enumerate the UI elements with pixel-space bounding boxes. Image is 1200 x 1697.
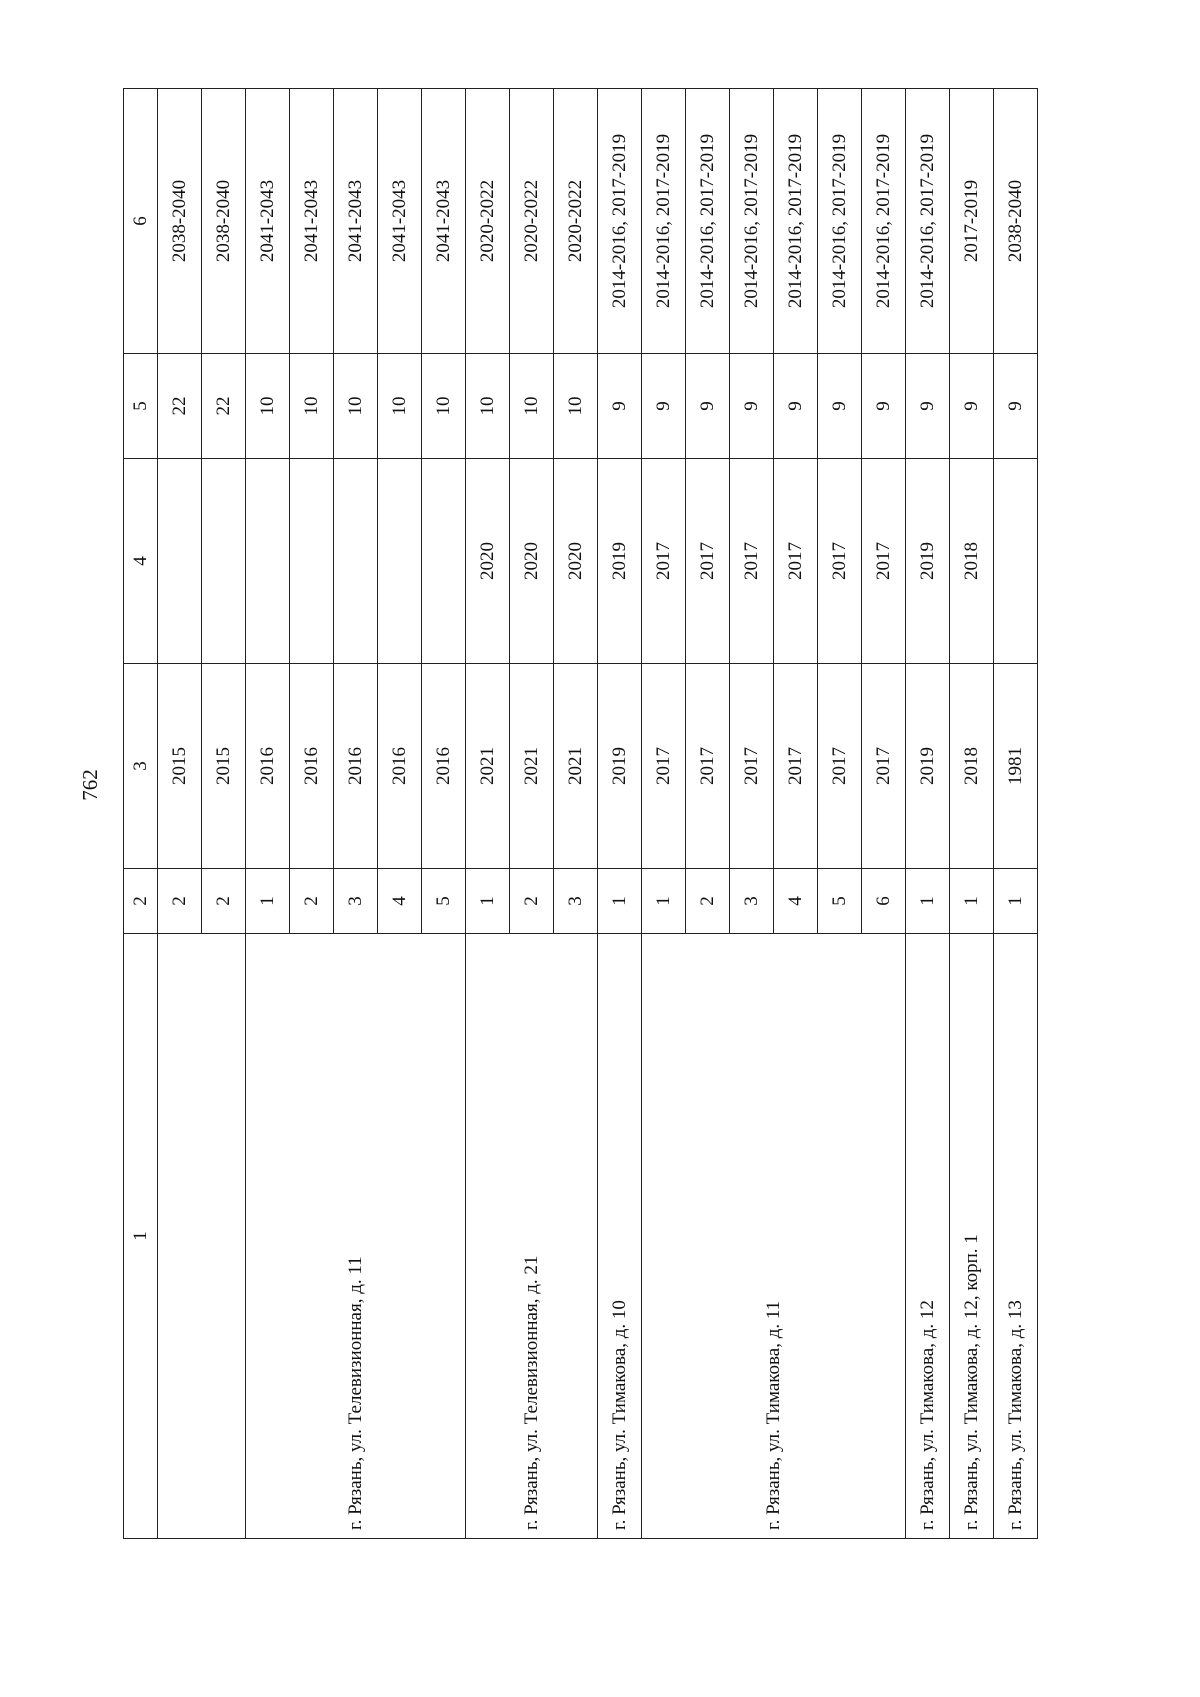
column-header: 3 <box>124 664 158 869</box>
cell-c4: 2018 <box>950 459 994 664</box>
cell-c5: 22 <box>158 354 202 459</box>
cell-c5: 9 <box>818 354 862 459</box>
cell-c5: 10 <box>378 354 422 459</box>
cell-c5: 10 <box>466 354 510 459</box>
table-row <box>598 89 642 1539</box>
address-cell: г. Рязань, ул. Тимакова, д. 10 <box>598 934 642 1539</box>
cell-c6: 2014-2016, 2017-2019 <box>598 89 642 354</box>
cell-c2: 1 <box>642 869 686 934</box>
header-row <box>124 89 158 1539</box>
cell-c2: 1 <box>994 869 1038 934</box>
cell-c4: 2017 <box>642 459 686 664</box>
cell-c6: 2020-2022 <box>510 89 554 354</box>
cell-c5: 10 <box>246 354 290 459</box>
cell-c6: 2014-2016, 2017-2019 <box>686 89 730 354</box>
cell-c3: 2018 <box>950 664 994 869</box>
cell-c3: 2017 <box>686 664 730 869</box>
cell-c4: 2017 <box>686 459 730 664</box>
cell-c5: 9 <box>994 354 1038 459</box>
cell-c2: 2 <box>158 869 202 934</box>
cell-c2: 4 <box>774 869 818 934</box>
cell-c3: 2021 <box>510 664 554 869</box>
table-row <box>246 89 290 1539</box>
cell-c2: 3 <box>554 869 598 934</box>
cell-c5: 10 <box>510 354 554 459</box>
cell-c5: 10 <box>290 354 334 459</box>
cell-c4: 2017 <box>774 459 818 664</box>
table-row <box>158 89 202 1539</box>
cell-c3: 2017 <box>730 664 774 869</box>
table-row <box>906 89 950 1539</box>
cell-c2: 4 <box>378 869 422 934</box>
cell-c6: 2020-2022 <box>466 89 510 354</box>
cell-c3: 2017 <box>818 664 862 869</box>
cell-c6: 2038-2040 <box>202 89 246 354</box>
column-header: 6 <box>124 89 158 354</box>
cell-c6: 2014-2016, 2017-2019 <box>730 89 774 354</box>
cell-c6: 2014-2016, 2017-2019 <box>862 89 906 354</box>
cell-c6: 2041-2043 <box>290 89 334 354</box>
cell-c5: 9 <box>950 354 994 459</box>
address-cell: г. Рязань, ул. Тимакова, д. 13 <box>994 934 1038 1539</box>
cell-c6: 2038-2040 <box>994 89 1038 354</box>
cell-c3: 2017 <box>642 664 686 869</box>
cell-c2: 6 <box>862 869 906 934</box>
table-row <box>466 89 510 1539</box>
cell-c6: 2041-2043 <box>422 89 466 354</box>
cell-c2: 1 <box>466 869 510 934</box>
cell-c3: 2017 <box>862 664 906 869</box>
cell-c4 <box>994 459 1038 664</box>
table-row <box>994 89 1038 1539</box>
cell-c3: 2019 <box>906 664 950 869</box>
cell-c5: 9 <box>730 354 774 459</box>
cell-c2: 1 <box>906 869 950 934</box>
cell-c4: 2020 <box>554 459 598 664</box>
data-table <box>123 88 1038 1539</box>
cell-c4 <box>158 459 202 664</box>
cell-c3: 2016 <box>334 664 378 869</box>
cell-c3: 2016 <box>422 664 466 869</box>
cell-c4: 2017 <box>862 459 906 664</box>
cell-c3: 2015 <box>202 664 246 869</box>
cell-c3: 1981 <box>994 664 1038 869</box>
cell-c6: 2041-2043 <box>378 89 422 354</box>
cell-c5: 9 <box>642 354 686 459</box>
cell-c6: 2014-2016, 2017-2019 <box>642 89 686 354</box>
column-header: 5 <box>124 354 158 459</box>
cell-c4 <box>202 459 246 664</box>
cell-c4 <box>290 459 334 664</box>
cell-c5: 22 <box>202 354 246 459</box>
cell-c3: 2016 <box>290 664 334 869</box>
table-row <box>642 89 686 1539</box>
cell-c5: 9 <box>686 354 730 459</box>
table-body <box>158 89 1038 1539</box>
cell-c5: 9 <box>598 354 642 459</box>
cell-c2: 2 <box>510 869 554 934</box>
cell-c4 <box>378 459 422 664</box>
cell-c4 <box>246 459 290 664</box>
address-cell: г. Рязань, ул. Телевизионная, д. 11 <box>246 934 466 1539</box>
cell-c3: 2021 <box>466 664 510 869</box>
cell-c5: 10 <box>334 354 378 459</box>
page-number: 762 <box>78 769 102 801</box>
cell-c3: 2019 <box>598 664 642 869</box>
cell-c2: 2 <box>686 869 730 934</box>
address-cell: г. Рязань, ул. Тимакова, д. 11 <box>642 934 906 1539</box>
cell-c6: 2020-2022 <box>554 89 598 354</box>
cell-c2: 1 <box>246 869 290 934</box>
cell-c5: 10 <box>554 354 598 459</box>
cell-c4: 2020 <box>510 459 554 664</box>
cell-c4 <box>334 459 378 664</box>
cell-c2: 3 <box>730 869 774 934</box>
cell-c4: 2019 <box>906 459 950 664</box>
cell-c3: 2016 <box>378 664 422 869</box>
cell-c4 <box>422 459 466 664</box>
address-cell: г. Рязань, ул. Тимакова, д. 12 <box>906 934 950 1539</box>
cell-c3: 2021 <box>554 664 598 869</box>
cell-c5: 9 <box>774 354 818 459</box>
cell-c3: 2016 <box>246 664 290 869</box>
cell-c6: 2014-2016, 2017-2019 <box>774 89 818 354</box>
cell-c4: 2017 <box>818 459 862 664</box>
cell-c4: 2017 <box>730 459 774 664</box>
cell-c2: 2 <box>290 869 334 934</box>
cell-c6: 2014-2016, 2017-2019 <box>818 89 862 354</box>
rotated-table-container <box>123 89 1050 1539</box>
cell-c2: 1 <box>950 869 994 934</box>
cell-c5: 9 <box>906 354 950 459</box>
cell-c6: 2041-2043 <box>246 89 290 354</box>
cell-c2: 1 <box>598 869 642 934</box>
cell-c4: 2019 <box>598 459 642 664</box>
column-header: 1 <box>124 934 158 1539</box>
address-cell: г. Рязань, ул. Телевизионная, д. 21 <box>466 934 598 1539</box>
cell-c6: 2041-2043 <box>334 89 378 354</box>
address-cell: г. Рязань, ул. Тимакова, д. 12, корп. 1 <box>950 934 994 1539</box>
address-cell <box>158 934 246 1539</box>
column-header: 2 <box>124 869 158 934</box>
column-header: 4 <box>124 459 158 664</box>
cell-c6: 2014-2016, 2017-2019 <box>906 89 950 354</box>
cell-c2: 5 <box>818 869 862 934</box>
table-row <box>950 89 994 1539</box>
cell-c6: 2038-2040 <box>158 89 202 354</box>
cell-c3: 2015 <box>158 664 202 869</box>
cell-c2: 3 <box>334 869 378 934</box>
cell-c3: 2017 <box>774 664 818 869</box>
cell-c4: 2020 <box>466 459 510 664</box>
cell-c5: 9 <box>862 354 906 459</box>
cell-c2: 2 <box>202 869 246 934</box>
cell-c6: 2017-2019 <box>950 89 994 354</box>
cell-c5: 10 <box>422 354 466 459</box>
cell-c2: 5 <box>422 869 466 934</box>
